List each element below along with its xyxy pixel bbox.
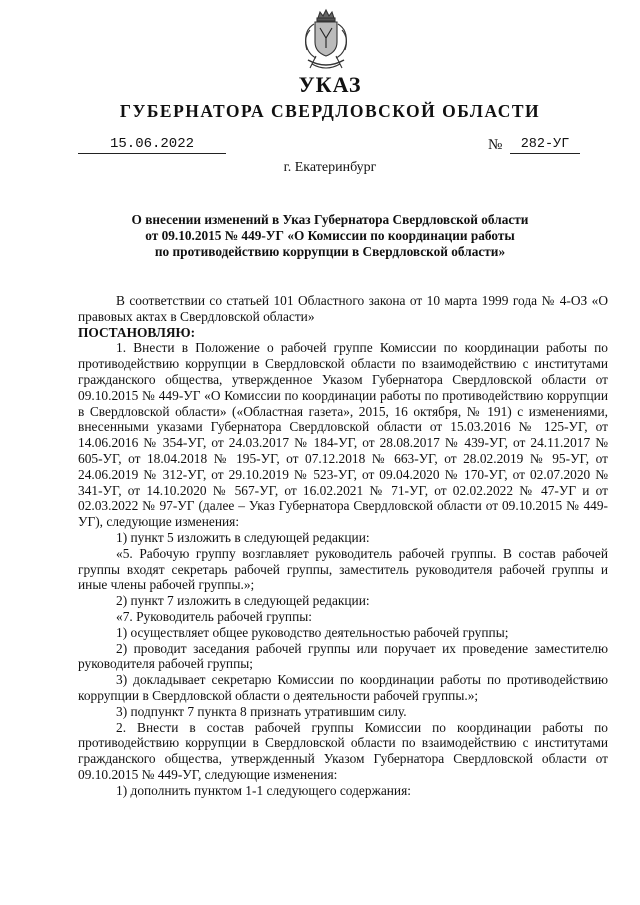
issuer-title: ГУБЕРНАТОРА СВЕРДЛОВСКОЙ ОБЛАСТИ bbox=[119, 101, 541, 121]
item-1-3-paragraph: 3) подпункт 7 пункта 8 признать утратившим силу. bbox=[116, 703, 407, 719]
item-2-1-paragraph: 1) дополнить пунктом 1-1 следующего содержания: bbox=[116, 782, 411, 798]
intro-paragraph: В соответствии со статьей 101 Областного закона от 10 марта 1999 года № 4-ОЗ «О правовых актах в Свердловской области» bbox=[78, 293, 608, 324]
city-line: г. Екатеринбург bbox=[283, 160, 377, 175]
heading-line-2: от 09.10.2015 № 449-УГ «О Комиссии по координации работы bbox=[145, 228, 515, 243]
coat-of-arms-icon bbox=[300, 8, 352, 76]
number-sign: № bbox=[488, 137, 503, 153]
decree-number: 282-УГ bbox=[510, 137, 580, 154]
heading-line-3: по противодействию коррупции в Свердловской области» bbox=[154, 244, 506, 259]
decree-date: 15.06.2022 bbox=[78, 136, 226, 154]
document-type-title: УКАЗ bbox=[298, 72, 362, 97]
item-2-paragraph: 2. Внести в состав рабочей группы Комиссии по координации работы по противодействию коррупции в Свердловской области по взаимодействию с институтами гражданского общества, утвержденный Указом Губернатора Свердловской области от 09.10.2015 № 449-УГ, следующие изменения: bbox=[78, 719, 608, 782]
heading-line-1: О внесении изменений в Указ Губернатора Свердловской области bbox=[131, 212, 529, 227]
item-1-paragraph: 1. Внести в Положение о рабочей группе Комиссии по координации работы по противодействию коррупции в Свердловской области по взаимодействию с институтами гражданского общества, утвержденное Указом Губернатора Свердловской области от 09.10.2015 № 449-УГ «О Комиссии по координации работы по противодействию коррупции в Свердловской области» («Областная газета», 2015, 16 октября, № 191) с изменениями, внесенными указами Губернатора Свердловской области от 15.03.2016 № 125-УГ, от 14.06.2016 № 354-УГ, от 24.03.2017 № 184-УГ, от 28.08.2017 № 439-УГ, от 24.11.2017 № 605-УГ, от 18.04.2018 № 195-УГ, от 07.12.2018 № 663-УГ, от 28.02.2019 № 95-УГ, от 24.06.2019 № 312-УГ, от 29.10.2019 № 523-УГ, от 09.04.2020 № 170-УГ, от 02.07.2020 № 341-УГ, от 14.10.2020 № 567-УГ, от 16.02.2021 № 71-УГ, от 02.02.2022 № 47-УГ и от 02.03.2022 № 97-УГ (далее – Указ Губернатора Свердловской области от 09.10.2015 № 449-УГ), следующие изменения: bbox=[78, 340, 608, 530]
item-1-1-paragraph: 1) пункт 5 изложить в следующей редакции: bbox=[116, 529, 370, 545]
decree-heading bbox=[70, 212, 590, 260]
item-1-2-quote-d: 3) докладывает секретарю Комиссии по координации работы по противодействию коррупции в Свердловской области о деятельности рабочей группы.»; bbox=[78, 672, 608, 703]
item-1-2-quote-a: «7. Руководитель рабочей группы: bbox=[116, 608, 312, 624]
item-1-2-quote-b: 1) осуществляет общее руководство деятельностью рабочей группы; bbox=[116, 624, 509, 640]
item-1-1-quote: «5. Рабочую группу возглавляет руководитель рабочей группы. В состав рабочей группы входят секретарь рабочей группы, заместитель руководителя рабочей группы и иные члены рабочей группы.»; bbox=[78, 545, 608, 593]
item-1-2-paragraph: 2) пункт 7 изложить в следующей редакции: bbox=[116, 593, 370, 609]
item-1-2-quote-c: 2) проводит заседания рабочей группы или поручает их проведение заместителю руководителя рабочей группы; bbox=[78, 640, 608, 672]
decree-body bbox=[78, 293, 608, 799]
resolve-word: ПОСТАНОВЛЯЮ: bbox=[78, 324, 196, 340]
